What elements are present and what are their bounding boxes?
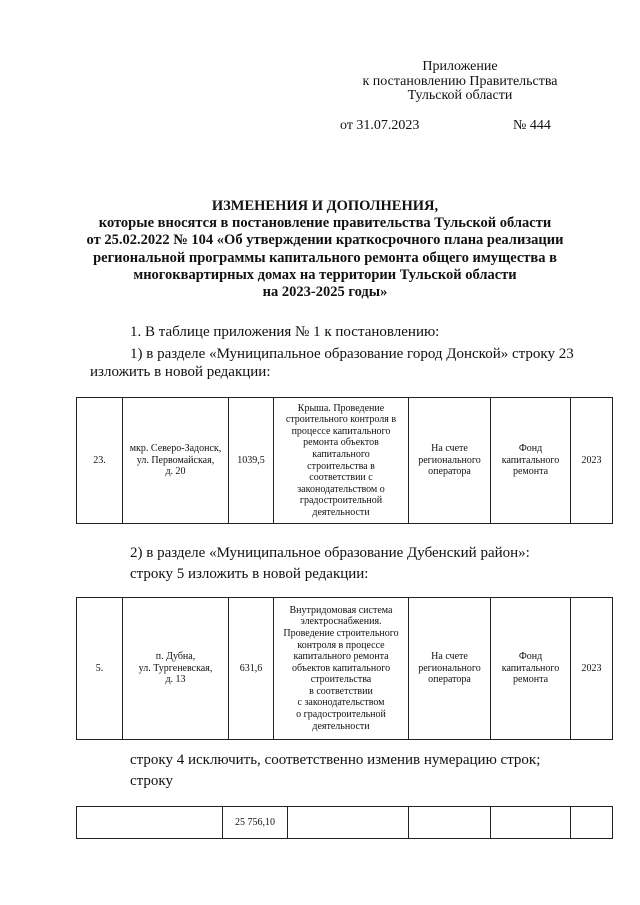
title-line-3: от 25.02.2022 № 104 «Об утверждении краткосрочного плана реализации [86, 232, 564, 249]
paragraph-1: 1. В таблице приложения № 1 к постановлению: [130, 324, 440, 340]
title-line-4: региональной программы капитального ремонта общего имущества в [93, 249, 557, 266]
table-total-row [76, 806, 613, 839]
work-type-cell: Крыша. Проведение строительного контроля в процессе капитального ремонта объектов капитального строительства в соответствии с законодательством о градостроительной деятельности [274, 398, 409, 524]
row-number: 5. [77, 598, 123, 740]
title-line-5: многоквартирных домах на территории Тульской области [133, 266, 517, 283]
fund-cell: Фонд капитального ремонта [491, 598, 571, 740]
area-cell: 1039,5 [229, 398, 274, 524]
appendix-header [330, 60, 590, 104]
empty-cell [288, 807, 409, 839]
account-cell: На счете регионального оператора [409, 598, 491, 740]
title-line-2: которые вносятся в постановление правительства Тульской области [98, 215, 552, 232]
row-number: 23. [77, 398, 123, 524]
paragraph-3: 2) в разделе «Муниципальное образование Дубенский район»: [130, 545, 530, 561]
table-row [77, 398, 613, 524]
empty-cell [491, 807, 571, 839]
fund-cell: Фонд капитального ремонта [491, 398, 571, 524]
paragraph-5-line-2: строку [130, 773, 173, 789]
title-line-6: на 2023-2025 годы» [262, 284, 388, 301]
year-cell: 2023 [571, 398, 613, 524]
address-cell: п. Дубна, ул. Тургеневская, д. 13 [123, 598, 229, 740]
account-cell: На счете регионального оператора [409, 398, 491, 524]
total-cost-cell: 25 756,10 [223, 807, 288, 839]
paragraph-2-line-2: изложить в новой редакции: [90, 364, 271, 380]
empty-cell [77, 807, 223, 839]
table-row [77, 807, 613, 839]
empty-cell [571, 807, 613, 839]
document-title [80, 198, 570, 301]
address-cell: мкр. Северо-Задонск, ул. Первомайская, д. 20 [123, 398, 229, 524]
area-cell: 631,6 [229, 598, 274, 740]
work-type-cell: Внутридомовая система электроснабжения. Проведение строительного контроля в процессе капитального ремонта объектов капитального строительства в соответствии с законодательством о градостроительной деятельности [274, 598, 409, 740]
empty-cell [409, 807, 491, 839]
title-line-1: ИЗМЕНЕНИЯ И ДОПОЛНЕНИЯ, [211, 198, 439, 214]
paragraph-4: строку 5 изложить в новой редакции: [130, 566, 369, 582]
table-dubenskiy-row-5 [76, 597, 613, 740]
paragraph-5-line-1: строку 4 исключить, соответственно изменив нумерацию строк; [130, 752, 541, 768]
year-cell: 2023 [571, 598, 613, 740]
table-donskoy-row-23 [76, 397, 613, 524]
appendix-resolution: к постановлению Правительства [362, 73, 558, 89]
resolution-number: № 444 [513, 118, 551, 133]
paragraph-2-line-1: 1) в разделе «Муниципальное образование город Донской» строку 23 [130, 346, 574, 362]
appendix-region: Тульской области [407, 88, 513, 103]
resolution-date: от 31.07.2023 [340, 118, 420, 133]
table-row [77, 598, 613, 740]
appendix-label: Приложение [422, 59, 498, 74]
